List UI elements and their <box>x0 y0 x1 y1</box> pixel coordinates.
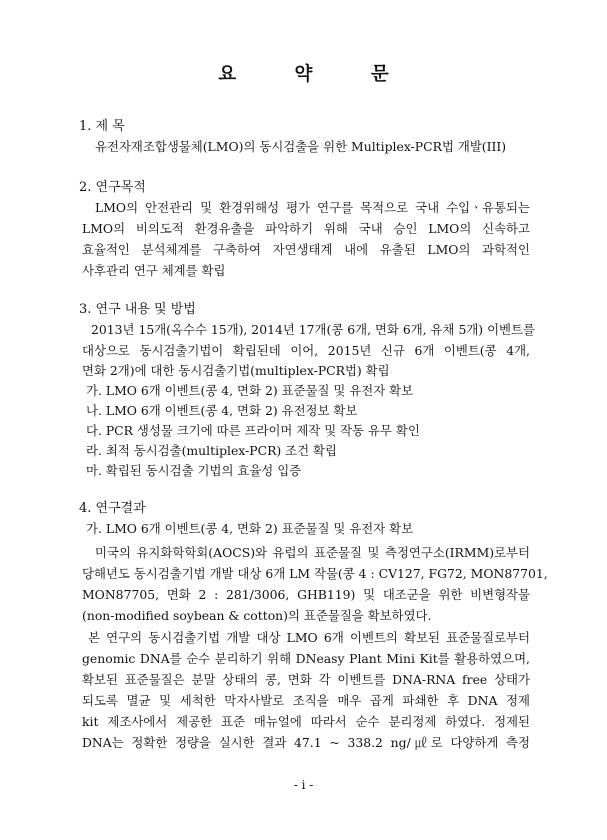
page-title: 요 약 문 <box>218 64 415 85</box>
list-item: 가. LMO 6개 이벤트(콩 4, 면화 2) 표준물질 및 유전자 확보 <box>86 383 414 398</box>
section-heading-methods: 3. 연구 내용 및 방법 <box>79 302 196 317</box>
section-text-line: kit 제조사에서 제공한 표준 매뉴얼에 따라서 순수 분리정제 하였다. 정제된 <box>82 714 530 729</box>
section-heading-title: 1. 제 목 <box>79 119 125 134</box>
section-text-line: 2013년 15개(옥수수 15개), 2014년 17개(콩 6개, 면화 6개, 유채 5개) 이벤트를 <box>91 322 535 337</box>
section-text-line: 사후관리 연구 체계를 확립 <box>82 263 226 278</box>
section-text-line: (non-modified soybean & cotton)의 표준물질을 확보하였다. <box>82 608 432 623</box>
list-item: 마. 확립된 동시검출 기법의 효율성 입증 <box>86 463 302 478</box>
section-text-line: 당해년도 동시검출기법 개발 대상 6개 LM 작물(콩 4 : CV127, FG72, MON87701, <box>82 566 548 581</box>
section-text-line: DNA는 정확한 정량을 실시한 결과 47.1 ~ 338.2 ng/㎕로 다양하게 측정 <box>82 735 530 750</box>
section-text-line: 되도록 멸균 및 세척한 막자사발로 조직을 매우 곱게 파쇄한 후 DNA 정제 <box>82 693 530 708</box>
section-text-line: LMO의 비의도적 환경유출을 파악하기 위해 국내 승인 LMO의 신속하고 <box>82 221 530 236</box>
section-text-line: 면화 2개)에 대한 동시검출기법(multiplex-PCR법) 확립 <box>82 363 390 378</box>
section-heading-purpose: 2. 연구목적 <box>79 180 146 195</box>
section-text-line: 효율적인 분석체계를 구축하여 자연생태계 내에 유출된 LMO의 과학적인 <box>82 242 530 257</box>
section-text-line: 본 연구의 동시검출기법 개발 대상 LMO 6개 이벤트의 확보된 표준물질로부터 <box>88 630 530 645</box>
list-item: 가. LMO 6개 이벤트(콩 4, 면화 2) 표준물질 및 유전자 확보 <box>86 521 414 536</box>
section-text-line: 확보된 표준물질은 분말 상태의 콩, 면화 각 이벤트를 DNA-RNA free 상태가 <box>82 672 530 687</box>
list-item: 나. LMO 6개 이벤트(콩 4, 면화 2) 유전정보 확보 <box>86 403 358 418</box>
section-text-line: 대상으로 동시검출기법이 확립된데 이어, 2015년 신규 6개 이벤트(콩 4개, <box>82 343 530 358</box>
section-heading-results: 4. 연구결과 <box>79 501 146 516</box>
section-text-line: MON87705, 면화 2 : 281/3006, GHB119) 및 대조군을 위한 비변형작물 <box>82 587 530 602</box>
list-item: 라. 최적 동시검출(multiplex-PCR) 조건 확립 <box>86 443 337 458</box>
section-text-line: LMO의 안전관리 및 환경위해성 평가 연구를 목적으로 국내 수입ㆍ유통되는 <box>95 200 530 215</box>
page-number: - i - <box>293 778 314 792</box>
list-item: 다. PCR 생성물 크기에 따른 프라이머 제작 및 작동 유무 확인 <box>86 423 420 438</box>
section-text-line: genomic DNA를 순수 분리하기 위해 DNeasy Plant Mini Kit를 활용하였으며, <box>82 651 530 666</box>
section-text-line: 유전자재조합생물체(LMO)의 동시검출을 위한 Multiplex-PCR법 개발(III) <box>95 139 507 154</box>
section-text-line: 미국의 유지화학학회(AOCS)와 유럽의 표준물질 및 측정연구소(IRMM)로부터 <box>95 545 530 560</box>
